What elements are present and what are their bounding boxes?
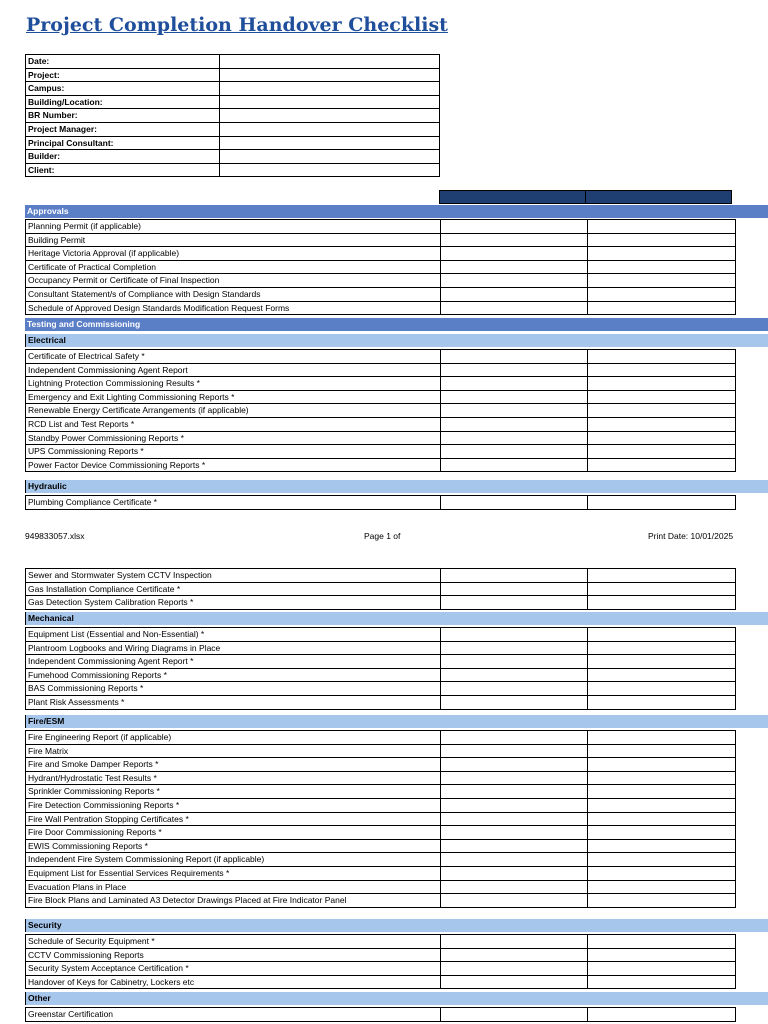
check-cell-1[interactable] — [441, 758, 588, 772]
footer-filename: 949833057.xlsx — [25, 531, 85, 541]
check-cell-2[interactable] — [588, 731, 736, 745]
section-header-testing: Testing and Commissioning — [25, 318, 768, 331]
other-table — [25, 1007, 736, 1022]
check-cell-1[interactable] — [441, 771, 588, 785]
checklist-item-label: Equipment List for Essential Services Requirements * — [26, 866, 441, 880]
checklist-item-label: Evacuation Plans in Place — [26, 880, 441, 894]
footer-print-date: Print Date: 10/01/2025 — [648, 531, 734, 541]
hydraulic-table-p1 — [25, 495, 736, 510]
mechanical-table — [25, 627, 736, 710]
page-title: Project Completion Handover Checklist — [26, 14, 448, 36]
check-cell-1[interactable] — [441, 247, 588, 261]
check-cell-2[interactable] — [588, 350, 736, 364]
check-cell-2[interactable] — [588, 655, 736, 669]
check-cell-1[interactable] — [441, 260, 588, 274]
check-cell-2[interactable] — [588, 417, 736, 431]
checklist-row — [26, 628, 736, 642]
check-cell-1[interactable] — [441, 880, 588, 894]
checklist-item-label: Fumehood Commissioning Reports * — [26, 668, 441, 682]
checklist-row — [26, 641, 736, 655]
check-cell-1[interactable] — [441, 641, 588, 655]
approvals-table — [25, 219, 736, 315]
check-cell-1[interactable] — [441, 377, 588, 391]
checklist-row — [26, 866, 736, 880]
info-row — [26, 82, 440, 96]
checklist-row — [26, 404, 736, 418]
checklist-item-label: Fire Detection Commissioning Reports * — [26, 798, 441, 812]
checklist-item-label: Certificate of Electrical Safety * — [26, 350, 441, 364]
checklist-row — [26, 935, 736, 949]
checklist-row — [26, 826, 736, 840]
check-cell-1[interactable] — [441, 274, 588, 288]
check-cell-2[interactable] — [588, 445, 736, 459]
checklist-item-label: Fire Door Commissioning Reports * — [26, 826, 441, 840]
info-value-cell[interactable] — [220, 55, 440, 69]
check-cell-1[interactable] — [441, 350, 588, 364]
checklist-item-label: Heritage Victoria Approval (if applicable) — [26, 247, 441, 261]
check-cell-2[interactable] — [588, 880, 736, 894]
check-cell-1[interactable] — [441, 948, 588, 962]
check-cell-2[interactable] — [588, 582, 736, 596]
checklist-item-label: BAS Commissioning Reports * — [26, 682, 441, 696]
checklist-item-label: Sewer and Stormwater System CCTV Inspection — [26, 569, 441, 583]
checklist-item-label: Plantroom Logbooks and Wiring Diagrams in Place — [26, 641, 441, 655]
check-cell-2[interactable] — [588, 935, 736, 949]
section-header-hydraulic: Hydraulic — [25, 480, 768, 493]
check-cell-2[interactable] — [588, 894, 736, 908]
checklist-row — [26, 260, 736, 274]
checklist-item-label: Fire Block Plans and Laminated A3 Detector Drawings Placed at Fire Indicator Panel — [26, 894, 441, 908]
check-cell-2[interactable] — [588, 812, 736, 826]
check-cell-1[interactable] — [441, 975, 588, 989]
checklist-row — [26, 812, 736, 826]
check-cell-2[interactable] — [588, 628, 736, 642]
check-cell-2[interactable] — [588, 596, 736, 610]
checklist-row — [26, 445, 736, 459]
info-label: Project: — [26, 68, 220, 82]
checklist-item-label: Sprinkler Commissioning Reports * — [26, 785, 441, 799]
info-value-cell[interactable] — [220, 95, 440, 109]
check-cell-2[interactable] — [588, 668, 736, 682]
checklist-item-label: Independent Commissioning Agent Report — [26, 363, 441, 377]
check-cell-1[interactable] — [441, 431, 588, 445]
checklist-row — [26, 390, 736, 404]
check-cell-1[interactable] — [441, 233, 588, 247]
check-cell-1[interactable] — [441, 569, 588, 583]
check-cell-1[interactable] — [441, 417, 588, 431]
check-cell-2[interactable] — [588, 431, 736, 445]
checklist-item-label: Building Permit — [26, 233, 441, 247]
info-label: Principal Consultant: — [26, 136, 220, 150]
check-cell-2[interactable] — [588, 404, 736, 418]
checklist-row — [26, 496, 736, 510]
check-cell-1[interactable] — [441, 798, 588, 812]
checklist-row — [26, 220, 736, 234]
info-value-cell[interactable] — [220, 68, 440, 82]
checklist-row — [26, 301, 736, 315]
check-cell-1[interactable] — [441, 458, 588, 472]
checklist-item-label: Schedule of Security Equipment * — [26, 935, 441, 949]
checklist-row — [26, 880, 736, 894]
checklist-item-label: Fire Wall Pentration Stopping Certificates * — [26, 812, 441, 826]
check-cell-2[interactable] — [588, 301, 736, 315]
checklist-row — [26, 744, 736, 758]
checklist-row — [26, 431, 736, 445]
checklist-item-label: Lightning Protection Commissioning Results * — [26, 377, 441, 391]
check-cell-2[interactable] — [588, 274, 736, 288]
checklist-row — [26, 655, 736, 669]
checklist-item-label: Security System Acceptance Certification * — [26, 962, 441, 976]
checklist-row — [26, 839, 736, 853]
checklist-item-label: Plant Risk Assessments * — [26, 695, 441, 709]
info-value-cell[interactable] — [220, 122, 440, 136]
check-cell-2[interactable] — [588, 1008, 736, 1022]
checklist-row — [26, 853, 736, 867]
checklist-row — [26, 682, 736, 696]
check-cell-2[interactable] — [588, 363, 736, 377]
electrical-table — [25, 349, 736, 472]
info-row — [26, 163, 440, 177]
check-cell-2[interactable] — [588, 948, 736, 962]
check-cell-2[interactable] — [588, 641, 736, 655]
info-value-cell[interactable] — [220, 136, 440, 150]
checklist-row — [26, 798, 736, 812]
info-label: Builder: — [26, 150, 220, 164]
info-value-cell[interactable] — [220, 150, 440, 164]
checklist-row — [26, 731, 736, 745]
checklist-item-label: Fire Engineering Report (if applicable) — [26, 731, 441, 745]
section-header-other: Other — [25, 992, 768, 1005]
check-cell-1[interactable] — [441, 962, 588, 976]
check-cell-2[interactable] — [588, 853, 736, 867]
check-cell-1[interactable] — [441, 1008, 588, 1022]
check-cell-1[interactable] — [441, 682, 588, 696]
checklist-row — [26, 758, 736, 772]
checklist-item-label: Gas Installation Compliance Certificate * — [26, 582, 441, 596]
checklist-item-label: Standby Power Commissioning Reports * — [26, 431, 441, 445]
checklist-item-label: Planning Permit (if applicable) — [26, 220, 441, 234]
check-cell-2[interactable] — [588, 758, 736, 772]
checklist-item-label: Equipment List (Essential and Non-Essential) * — [26, 628, 441, 642]
check-cell-1[interactable] — [441, 445, 588, 459]
checklist-row — [26, 582, 736, 596]
column-header-2 — [585, 190, 732, 204]
check-cell-2[interactable] — [588, 233, 736, 247]
check-cell-2[interactable] — [588, 247, 736, 261]
checklist-item-label: Plumbing Compliance Certificate * — [26, 496, 441, 510]
checklist-item-label: CCTV Commissioning Reports — [26, 948, 441, 962]
checklist-row — [26, 695, 736, 709]
checklist-row — [26, 596, 736, 610]
check-cell-1[interactable] — [441, 287, 588, 301]
checklist-row — [26, 417, 736, 431]
check-cell-2[interactable] — [588, 287, 736, 301]
check-cell-2[interactable] — [588, 458, 736, 472]
check-cell-1[interactable] — [441, 390, 588, 404]
checklist-row — [26, 894, 736, 908]
info-row — [26, 68, 440, 82]
checklist-item-label: Renewable Energy Certificate Arrangements (if applicable) — [26, 404, 441, 418]
info-label: Client: — [26, 163, 220, 177]
checklist-row — [26, 668, 736, 682]
checklist-row — [26, 1008, 736, 1022]
check-cell-1[interactable] — [441, 363, 588, 377]
check-cell-2[interactable] — [588, 798, 736, 812]
checklist-row — [26, 962, 736, 976]
check-cell-1[interactable] — [441, 731, 588, 745]
check-cell-1[interactable] — [441, 628, 588, 642]
checklist-item-label: Hydrant/Hydrostatic Test Results * — [26, 771, 441, 785]
checklist-item-label: Independent Commissioning Agent Report * — [26, 655, 441, 669]
check-cell-2[interactable] — [588, 962, 736, 976]
info-row — [26, 122, 440, 136]
checklist-row — [26, 771, 736, 785]
hydraulic-table-p2 — [25, 568, 736, 610]
checklist-item-label: EWIS Commissioning Reports * — [26, 839, 441, 853]
check-cell-1[interactable] — [441, 596, 588, 610]
check-cell-2[interactable] — [588, 220, 736, 234]
checklist-row — [26, 287, 736, 301]
check-cell-1[interactable] — [441, 655, 588, 669]
checklist-row — [26, 350, 736, 364]
check-cell-2[interactable] — [588, 377, 736, 391]
info-value-cell[interactable] — [220, 109, 440, 123]
info-label: Campus: — [26, 82, 220, 96]
check-cell-1[interactable] — [441, 744, 588, 758]
checklist-row — [26, 247, 736, 261]
info-value-cell[interactable] — [220, 82, 440, 96]
checklist-row — [26, 377, 736, 391]
check-cell-2[interactable] — [588, 826, 736, 840]
checklist-item-label: Greenstar Certification — [26, 1008, 441, 1022]
check-cell-2[interactable] — [588, 260, 736, 274]
checklist-item-label: UPS Commissioning Reports * — [26, 445, 441, 459]
info-label: Date: — [26, 55, 220, 69]
check-cell-2[interactable] — [588, 695, 736, 709]
checklist-item-label: Fire and Smoke Damper Reports * — [26, 758, 441, 772]
checklist-row — [26, 975, 736, 989]
checklist-row — [26, 458, 736, 472]
checklist-item-label: Occupancy Permit or Certificate of Final Inspection — [26, 274, 441, 288]
checklist-item-label: Power Factor Device Commissioning Reports * — [26, 458, 441, 472]
check-cell-1[interactable] — [441, 826, 588, 840]
check-cell-2[interactable] — [588, 975, 736, 989]
checklist-row — [26, 274, 736, 288]
check-cell-1[interactable] — [441, 785, 588, 799]
info-row — [26, 55, 440, 69]
check-cell-1[interactable] — [441, 894, 588, 908]
info-row — [26, 109, 440, 123]
check-cell-1[interactable] — [441, 866, 588, 880]
checklist-item-label: Independent Fire System Commissioning Report (if applicable) — [26, 853, 441, 867]
section-header-fire-esm: Fire/ESM — [25, 715, 768, 728]
check-cell-2[interactable] — [588, 866, 736, 880]
section-header-security: Security — [25, 919, 768, 932]
section-header-mechanical: Mechanical — [25, 612, 768, 625]
check-cell-2[interactable] — [588, 390, 736, 404]
info-row — [26, 95, 440, 109]
column-header-1 — [439, 190, 586, 204]
checklist-item-label: Handover of Keys for Cabinetry, Lockers etc — [26, 975, 441, 989]
check-cell-1[interactable] — [441, 839, 588, 853]
checklist-item-label: Fire Matrix — [26, 744, 441, 758]
check-cell-2[interactable] — [588, 744, 736, 758]
checklist-item-label: Consultant Statement/s of Compliance with Design Standards — [26, 287, 441, 301]
check-cell-2[interactable] — [588, 496, 736, 510]
check-cell-2[interactable] — [588, 839, 736, 853]
check-cell-2[interactable] — [588, 785, 736, 799]
project-info-table — [25, 54, 440, 177]
security-table — [25, 934, 736, 989]
check-cell-2[interactable] — [588, 682, 736, 696]
checklist-item-label: Emergency and Exit Lighting Commissioning Reports * — [26, 390, 441, 404]
checklist-row — [26, 569, 736, 583]
checklist-row — [26, 948, 736, 962]
checklist-item-label: Schedule of Approved Design Standards Modification Request Forms — [26, 301, 441, 315]
check-cell-1[interactable] — [441, 853, 588, 867]
check-cell-2[interactable] — [588, 569, 736, 583]
checklist-row — [26, 785, 736, 799]
check-cell-1[interactable] — [441, 220, 588, 234]
fire-esm-table — [25, 730, 736, 908]
check-cell-1[interactable] — [441, 695, 588, 709]
checklist-item-label: Gas Detection System Calibration Reports * — [26, 596, 441, 610]
info-label: Project Manager: — [26, 122, 220, 136]
checklist-item-label: RCD List and Test Reports * — [26, 417, 441, 431]
check-cell-1[interactable] — [441, 404, 588, 418]
check-cell-1[interactable] — [441, 301, 588, 315]
info-row — [26, 136, 440, 150]
check-cell-1[interactable] — [441, 668, 588, 682]
check-cell-2[interactable] — [588, 771, 736, 785]
info-label: Building/Location: — [26, 95, 220, 109]
section-header-electrical: Electrical — [25, 334, 768, 347]
check-cell-1[interactable] — [441, 582, 588, 596]
check-cell-1[interactable] — [441, 935, 588, 949]
info-label: BR Number: — [26, 109, 220, 123]
checklist-row — [26, 363, 736, 377]
footer-page: Page 1 of — [364, 531, 401, 541]
checklist-row — [26, 233, 736, 247]
info-value-cell[interactable] — [220, 163, 440, 177]
checklist-item-label: Certificate of Practical Completion — [26, 260, 441, 274]
section-header-approvals: Approvals — [25, 205, 768, 218]
check-cell-1[interactable] — [441, 496, 588, 510]
check-cell-1[interactable] — [441, 812, 588, 826]
info-row — [26, 150, 440, 164]
